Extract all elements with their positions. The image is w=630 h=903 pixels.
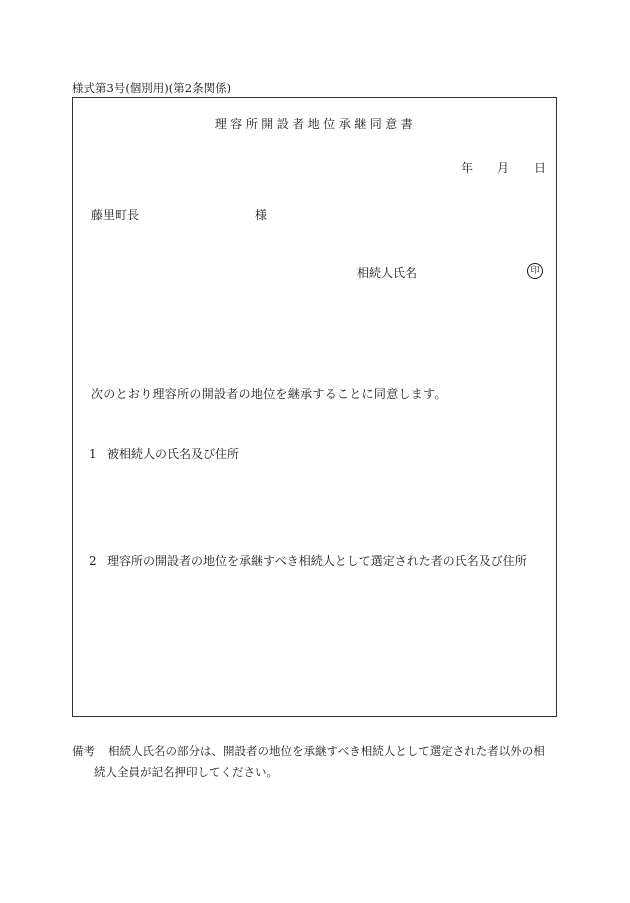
date-month-label: 月 [497, 161, 510, 175]
item-successor-info [89, 552, 527, 569]
heir-name-label: 相続人氏名 [357, 266, 418, 280]
remarks-line-2: 続人全員が記名押印してください。 [94, 765, 278, 779]
consent-statement: 次のとおり理容所の開設者の地位を継承することに同意します。 [91, 387, 447, 401]
addressee: 藤里町長 [91, 208, 140, 222]
remarks-note [72, 741, 545, 783]
honorific-sama: 様 [255, 208, 268, 222]
item-text: 被相続人の氏名及び住所 [107, 447, 240, 461]
remarks-line-1: 相続人氏名の部分は、開設者の地位を承継すべき相続人として選定された者以外の相 [108, 744, 545, 758]
item-number: 1 [89, 447, 97, 461]
item-text: 理容所の開設者の地位を承継すべき相続人として選定された者の氏名及び住所 [107, 554, 527, 568]
remarks-heading: 備考 [72, 744, 95, 758]
form-number-label: 様式第3号(個別用)(第2条関係) [72, 81, 232, 95]
item-deceased-info [89, 445, 239, 462]
seal-mark-icon: 印 [527, 263, 543, 279]
form-frame [72, 97, 557, 717]
document-title: 理容所開設者地位承継同意書 [214, 117, 417, 131]
item-number: 2 [89, 554, 97, 568]
date-year-label: 年 [461, 161, 474, 175]
date-day-label: 日 [534, 161, 547, 175]
